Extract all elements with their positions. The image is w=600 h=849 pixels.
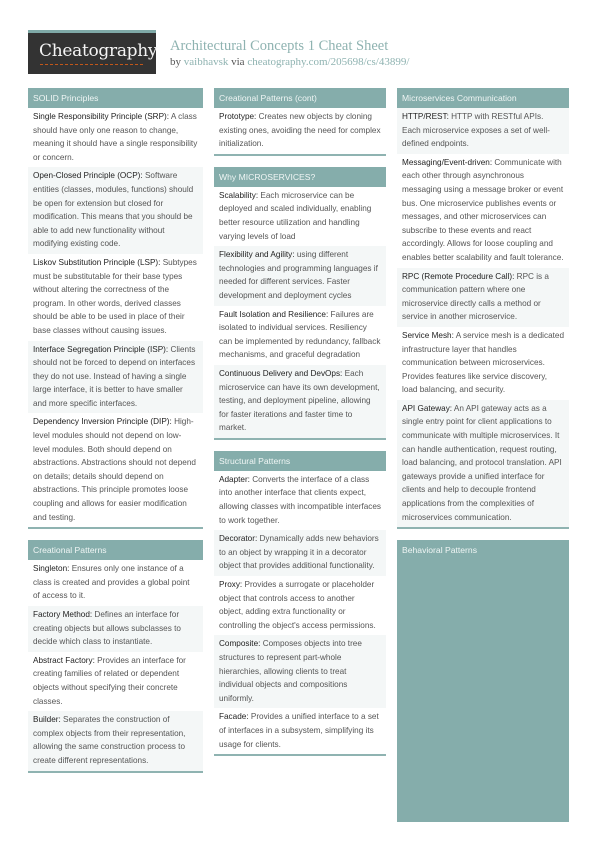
logo-underline: [40, 64, 143, 65]
section-structural-patterns: [214, 451, 386, 756]
entry-text: Provides a unified interface to a set of interfaces in a subsystem, simplifying its usage for clients.: [219, 712, 379, 749]
entry-rpc: [397, 268, 569, 327]
entry-decorator: [214, 530, 386, 576]
entry-term: Proxy:: [219, 580, 243, 590]
entry-term: Abstract Factory:: [33, 655, 95, 665]
logo-text: Cheatography: [39, 41, 158, 61]
entry-proxy: [214, 576, 386, 635]
entry-srp: [28, 108, 203, 167]
entry-term: Facade:: [219, 712, 249, 722]
entry-text: using different technologies and programming languages if needed for different services. Faster development and deployment cycles: [219, 250, 378, 300]
entry-term: Factory Method:: [33, 610, 93, 619]
entry-text: Converts the interface of a class into another interface that clients expect, allowing classes with incompatible interfaces to work together.: [219, 474, 382, 525]
entry-service-mesh: [397, 327, 569, 400]
entry-text: An API gateway acts as a single entry point for client applications to communicate with multiple microservices. It can handle authentication, request routing, load balancing, and protocol translation. API gateways provide a unified interface for clients and help to decouple frontend applications from the complexities of microservices communication.: [402, 403, 562, 522]
byline: [170, 55, 409, 69]
entry-term: Fault Isolation and Resilience:: [219, 309, 329, 319]
entry-text: A class should have only one reason to change, meaning it should have a single responsibility or concern.: [33, 112, 198, 162]
entry-term: Composite:: [219, 639, 261, 649]
entry-flexibility: [214, 246, 386, 305]
entry-term: Decorator:: [219, 534, 258, 544]
entry-text: Subtypes must be substitutable for their base types without altering the correctness of the program. In other words, derived classes should be able to be used in place of their base classes without causing issues.: [33, 257, 197, 335]
section-title: Microservices Communication: [397, 88, 569, 108]
entry-text: Separates the construction of complex objects from their representation, allowing the same construction process to create different representations.: [33, 715, 186, 765]
entry-text: Software entities (classes, modules, functions) should be open for extension but closed for modification. This means that you should be able to add new functionality without modifying existing code.: [33, 171, 194, 249]
column-1: [28, 88, 203, 784]
entry-text: Creates new objects by cloning existing ones, avoiding the need for complex initialization.: [219, 112, 381, 149]
entry-composite: [214, 635, 386, 708]
entry-term: Singleton:: [33, 564, 70, 574]
section-creational-patterns-cont: [214, 88, 386, 156]
entry-messaging: [397, 154, 569, 268]
entry-prototype: [214, 108, 386, 154]
column-3: [397, 88, 569, 833]
entry-text: A service mesh is a dedicated infrastructure layer that handles communication between microservices. Provides features like service discovery, load balancing, and security.: [402, 330, 565, 395]
section-title: Why MICROSERVICES?: [214, 167, 386, 187]
entry-term: Adapter:: [219, 474, 250, 484]
entry-term: Messaging/Event-driven:: [402, 157, 493, 167]
section-behavioral-patterns: [397, 540, 569, 822]
entry-text: Each microservice can be deployed and scaled individually, enabling better resource utilization and handling varying levels of load: [219, 190, 372, 241]
entry-api-gateway: [397, 400, 569, 527]
entry-text: High-level modules should not depend on low-level modules. Both should depend on abstractions. Abstractions should not depend on details; details should depend on abstractions. This principle promotes loose coupling and allows for easier modification and testing.: [33, 417, 196, 522]
entry-text: Dynamically adds new behaviors to an object by wrapping it in a decorator object that provides additional functionality.: [219, 534, 379, 571]
column-2: [214, 88, 386, 767]
entry-text: RPC is a communication pattern where one microservice directly calls a method or service in another microservice.: [402, 271, 549, 322]
entry-term: Prototype:: [219, 112, 257, 121]
section-why-microservices: [214, 167, 386, 440]
entry-text: HTTP with RESTful APIs. Each microservice exposes a set of well-defined endpoints.: [402, 112, 550, 149]
section-title: Structural Patterns: [214, 451, 386, 471]
entry-text: Provides a surrogate or placeholder object that controls access to another object, adding extra functionality or controlling the object's access permissions.: [219, 580, 376, 630]
entry-term: Open-Closed Principle (OCP):: [33, 171, 143, 181]
entry-text: Defines an interface for creating objects but allows subclasses to decide which class to instantiate.: [33, 610, 181, 647]
entry-text: Each microservice can have its own development, testing, and deployment pipeline, allowing for faster iterations and faster time to market.: [219, 368, 380, 433]
entry-text: Failures are isolated to individual services. Resiliency can be implemented by redundancy, fallback mechanisms, and graceful degradation: [219, 309, 381, 360]
author-link[interactable]: vaibhavsk: [183, 56, 229, 68]
entry-isp: [28, 341, 203, 414]
section-title: Behavioral Patterns: [397, 540, 569, 560]
entry-scalability: [214, 187, 386, 246]
entry-dip: [28, 413, 203, 527]
entry-factory-method: [28, 606, 203, 652]
entry-text: Communicate with each other through asynchronous messaging using a message broker or event bus. One microservice publishes events or messages, and other microservices can subscribe to these events and react accordingly. Allows for loose coupling and enables better scalability and fault tolerance.: [402, 157, 564, 262]
entry-http-rest: [397, 108, 569, 154]
entry-builder: [28, 711, 203, 770]
page-title: Architectural Concepts 1 Cheat Sheet: [170, 38, 389, 54]
entry-term: HTTP/REST:: [402, 112, 449, 121]
entry-term: Continuous Delivery and DevOps:: [219, 368, 343, 378]
section-title: Creational Patterns (cont): [214, 88, 386, 108]
section-microservices-communication: [397, 88, 569, 529]
sheet-url-link[interactable]: cheatography.com/205698/cs/43899/: [247, 56, 410, 68]
entry-term: Interface Segregation Principle (ISP):: [33, 344, 169, 354]
entry-term: Single Responsibility Principle (SRP):: [33, 112, 170, 121]
entry-continuous-delivery: [214, 365, 386, 438]
title-block: [170, 38, 409, 69]
entry-lsp: [28, 254, 203, 341]
entry-text: Ensures only one instance of a class is created and provides a global point of access to it.: [33, 564, 190, 601]
entry-term: Scalability:: [219, 190, 259, 200]
entry-text: Clients should not be forced to depend on interfaces they do not use. Instead of having a single large interface, it is better to have smaller and more specific interfaces.: [33, 344, 196, 408]
entry-term: Flexibility and Agility:: [219, 250, 295, 260]
entry-term: Builder:: [33, 715, 61, 725]
entry-fault-isolation: [214, 306, 386, 365]
entry-term: RPC (Remote Procedure Call):: [402, 271, 515, 281]
entry-term: Service Mesh:: [402, 330, 454, 340]
section-body-empty: [397, 560, 569, 822]
section-title: SOLID Principles: [28, 88, 203, 108]
section-title: Creational Patterns: [28, 540, 203, 560]
section-solid-principles: [28, 88, 203, 529]
entry-term: API Gateway:: [402, 403, 453, 413]
entry-text: Composes objects into tree structures to represent part-whole hierarchies, allowing clients to treat individual objects and compositions uniformly.: [219, 639, 362, 703]
byline-by: by: [170, 56, 181, 68]
section-creational-patterns: [28, 540, 203, 772]
entry-singleton: [28, 560, 203, 606]
entry-text: Provides an interface for creating families of related or dependent objects without specifying their concrete classes.: [33, 655, 186, 706]
entry-term: Dependency Inversion Principle (DIP):: [33, 417, 172, 427]
entry-facade: [214, 708, 386, 754]
byline-via: via: [231, 56, 245, 68]
entry-abstract-factory: [28, 652, 203, 711]
entry-adapter: [214, 471, 386, 530]
cheatography-logo[interactable]: [28, 30, 156, 74]
entry-term: Liskov Substitution Principle (LSP):: [33, 257, 161, 267]
entry-ocp: [28, 167, 203, 254]
